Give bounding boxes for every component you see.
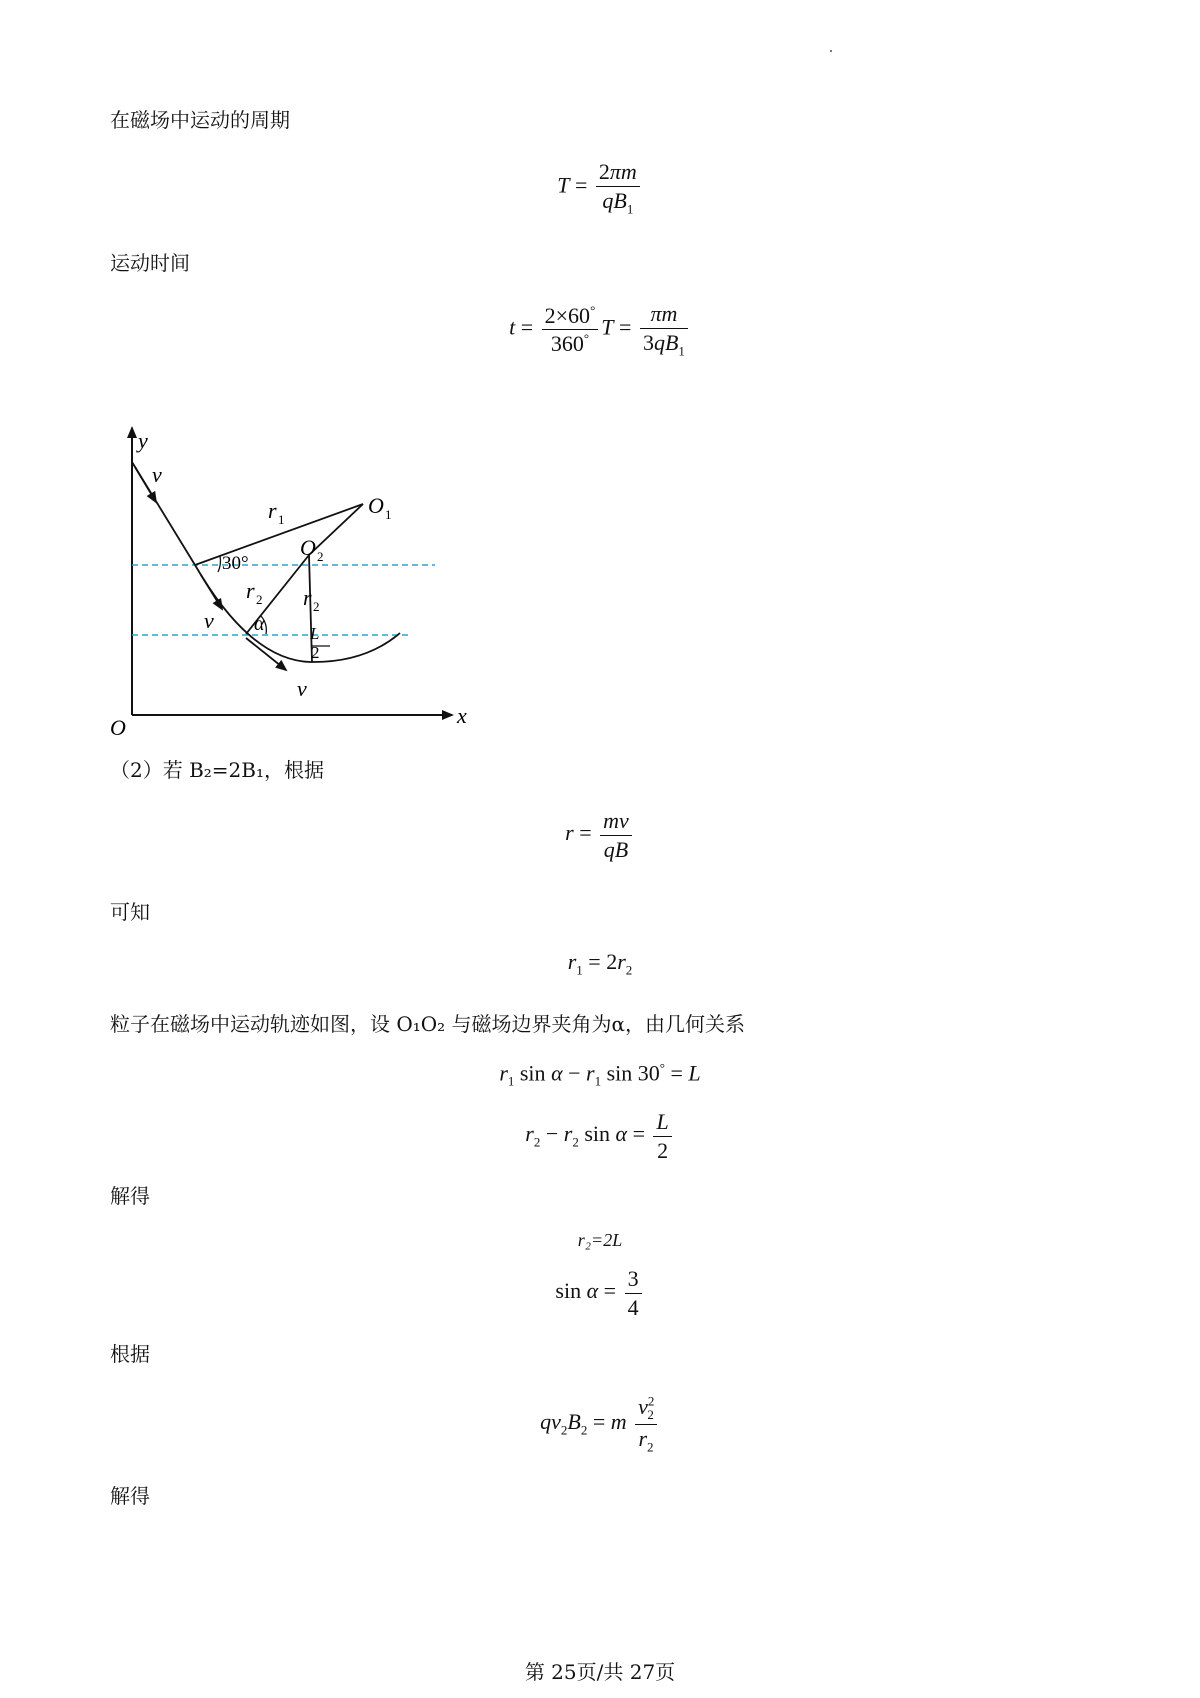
label-x: x bbox=[457, 703, 467, 728]
text-period-intro: 在磁场中运动的周期 bbox=[110, 108, 290, 132]
label-O1-sub: 1 bbox=[385, 507, 392, 522]
label-O2-sub: 2 bbox=[317, 549, 324, 564]
text-part2-intro: （2）若 B₂=2B₁，根据 bbox=[110, 758, 324, 782]
label-r1-sub: 1 bbox=[278, 512, 285, 527]
equation-geometry-2: $r_2 - r_2$ sin α = $\frac{L}{2}$ bbox=[0, 1108, 1200, 1164]
label-L: L bbox=[310, 624, 320, 643]
label-O1: O bbox=[368, 493, 384, 518]
arrow-v-middle bbox=[201, 575, 222, 609]
label-angle-30: 30° bbox=[222, 553, 249, 574]
label-r1: r bbox=[268, 498, 277, 523]
text-trajectory: 粒子在磁场中运动轨迹如图，设 O₁O₂ 与磁场边界夹角为α，由几何关系 bbox=[110, 1012, 746, 1036]
text-basis: 根据 bbox=[110, 1342, 150, 1366]
trajectory-arc bbox=[195, 565, 400, 662]
label-y: y bbox=[138, 428, 148, 453]
label-alpha: α bbox=[254, 613, 265, 635]
label-r2-slanted: r bbox=[246, 578, 255, 603]
equation-time: t = $\frac{2\times 60^\circ}{360^\circ}$ T = $\frac{\pi m}{3qB_1}$ bbox=[0, 300, 1200, 359]
line-o1-o2 bbox=[309, 504, 363, 555]
equation-force: $qv_2B_2 = m$ $\frac{v^2_2}{r_2}$ bbox=[0, 1393, 1200, 1455]
label-origin: O bbox=[110, 715, 126, 740]
label-v-outgoing: v bbox=[297, 676, 307, 701]
text-know: 可知 bbox=[110, 900, 150, 924]
label-r2-vertical: r bbox=[303, 585, 312, 610]
trajectory-figure bbox=[100, 420, 480, 740]
text-solve-1: 解得 bbox=[110, 1184, 150, 1208]
angle-30-arc bbox=[218, 556, 220, 572]
label-r2-slanted-sub: 2 bbox=[256, 592, 263, 607]
text-solve-2: 解得 bbox=[110, 1484, 150, 1508]
equation-period: T = $\frac{2\pi m}{qB_1}$ bbox=[0, 158, 1200, 217]
equation-sin-alpha: sin α = $\frac{3}{4}$ bbox=[0, 1265, 1200, 1321]
label-v-middle: v bbox=[204, 608, 214, 633]
equation-radius: r = $\frac{mv}{qB}$ bbox=[0, 807, 1200, 863]
page-footer: 第 25页/共 27页 bbox=[524, 1660, 676, 1684]
label-O2: O bbox=[300, 535, 316, 560]
scan-speck bbox=[830, 50, 832, 52]
label-r2-vertical-sub: 2 bbox=[313, 599, 320, 614]
result-r2: r₂=2L bbox=[577, 1230, 623, 1250]
label-v-incoming: v bbox=[152, 462, 162, 487]
arrow-v-outgoing bbox=[246, 638, 286, 670]
equation-geometry-1: $r_1$ $\sin \alpha - r_1$ sin 30° = L bbox=[499, 1060, 701, 1089]
label-L-denominator: 2 bbox=[311, 643, 320, 662]
text-time-intro: 运动时间 bbox=[110, 251, 190, 275]
equation-r1-r2: $r_1 = 2r_2$ bbox=[567, 949, 633, 978]
